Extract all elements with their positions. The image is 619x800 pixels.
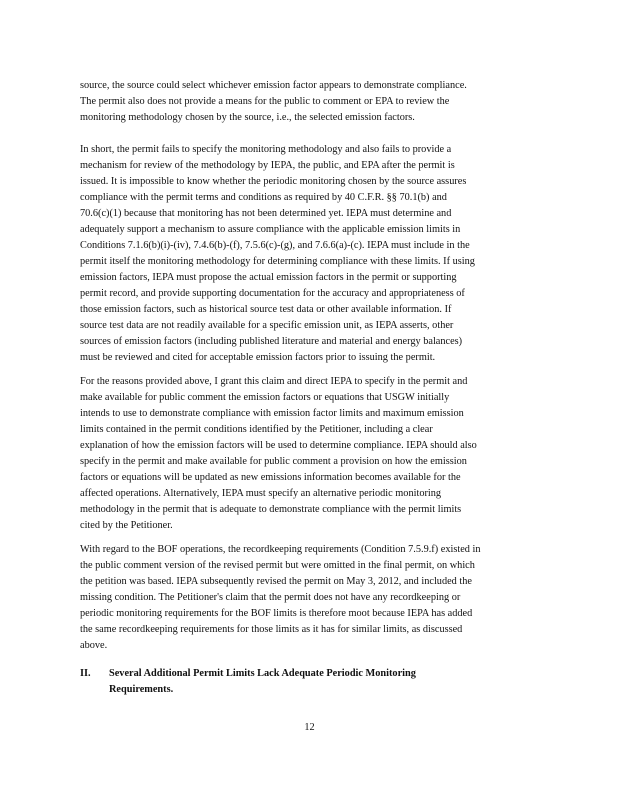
text-line: emission factors, IEPA must propose the actual emission factors in the permit or supporting bbox=[80, 272, 457, 283]
text-line: With regard to the BOF operations, the recordkeeping requirements (Condition 7.5.9.f) existed in bbox=[80, 544, 481, 555]
text-line: factors or equations will be updated as new emissions information becomes available for the bbox=[80, 472, 461, 483]
text-line: adequately support a mechanism to assure compliance with the applicable emission limits in bbox=[80, 224, 461, 235]
page-number: 12 bbox=[304, 722, 315, 733]
text-line: cited by the Petitioner. bbox=[80, 520, 173, 531]
text-line: monitoring methodology chosen by the source, i.e., the selected emission factors. bbox=[80, 112, 415, 123]
text-line: affected operations. Alternatively, IEPA must specify an alternative periodic monitoring bbox=[80, 488, 442, 499]
text-line: compliance with the permit terms and conditions as required by 40 C.F.R. §§ 70.1(b) and bbox=[80, 192, 447, 203]
text-line: explanation of how the emission factors will be used to determine compliance. IEPA should also bbox=[80, 440, 477, 451]
paragraph-reasons-provided bbox=[80, 374, 540, 534]
text-line: those emission factors, such as historical source test data or other available information. If bbox=[80, 304, 452, 315]
text-line: The permit also does not provide a means for the public to comment or EPA to review the bbox=[80, 96, 450, 107]
text-line: For the reasons provided above, I grant this claim and direct IEPA to specify in the permit and bbox=[80, 376, 468, 387]
text-line: specify in the permit and make available for public comment a provision on how the emission bbox=[80, 456, 467, 467]
text-line: sources of emission factors (including published literature and material and energy balances) bbox=[80, 336, 463, 347]
text-line: above. bbox=[80, 640, 108, 651]
text-line: issued. It is impossible to know whether the periodic monitoring chosen by the source assures bbox=[80, 176, 467, 187]
text-line: intends to use to demonstrate compliance with emission factor limits and maximum emission bbox=[80, 408, 464, 419]
text-line: the same recordkeeping requirements for those limits as it has for similar limits, as discussed bbox=[80, 624, 463, 635]
text-line: must be reviewed and cited for acceptable emission factors prior to issuing the permit. bbox=[80, 352, 436, 363]
text-line: In short, the permit fails to specify the monitoring methodology and also fails to provide a bbox=[80, 144, 452, 155]
text-line: the public comment version of the revised permit but were omitted in the final permit, on which bbox=[80, 560, 475, 571]
text-line: source test data are not readily available for a specific emission unit, as IEPA asserts, other bbox=[80, 320, 454, 331]
text-line: the petition was based. IEPA subsequently revised the permit on May 3, 2012, and included the bbox=[80, 576, 472, 587]
section-number: II. bbox=[80, 668, 91, 679]
text-line: Conditions 7.1.6(b)(i)-(iv), 7.4.6(b)-(f), 7.5.6(c)-(g), and 7.6.6(a)-(c). IEPA must include in the bbox=[80, 240, 470, 251]
paragraph-bof-operations bbox=[80, 542, 540, 654]
text-line: limits contained in the permit conditions identified by the Petitioner, including a clear bbox=[80, 424, 433, 435]
paragraph-in-short bbox=[80, 142, 540, 366]
section-title bbox=[109, 666, 509, 698]
text-line: mechanism for review of the methodology by IEPA, the public, and EPA after the permit is bbox=[80, 160, 455, 171]
text-line: permit record, and provide supporting documentation for the accuracy and appropriateness of bbox=[80, 288, 465, 299]
text-line: methodology in the permit that is adequate to demonstrate compliance with the permit limits bbox=[80, 504, 462, 515]
paragraph-monitoring-methodology bbox=[80, 78, 540, 126]
text-line: missing condition. The Petitioner's claim that the permit does not have any recordkeeping or bbox=[80, 592, 461, 603]
text-line: source, the source could select whichever emission factor appears to demonstrate compliance. bbox=[80, 80, 467, 91]
text-line: permit itself the monitoring methodology for determining compliance with these limits. If using bbox=[80, 256, 475, 267]
text-line: periodic monitoring requirements for the BOF limits is therefore moot because IEPA has added bbox=[80, 608, 473, 619]
text-line: make available for public comment the emission factors or equations that USGW initially bbox=[80, 392, 450, 403]
text-line: 70.6(c)(1) because that monitoring has not been determined yet. IEPA must determine and bbox=[80, 208, 452, 219]
section-title-line: Several Additional Permit Limits Lack Adequate Periodic Monitoring bbox=[109, 668, 416, 679]
section-title-line: Requirements. bbox=[109, 684, 174, 695]
